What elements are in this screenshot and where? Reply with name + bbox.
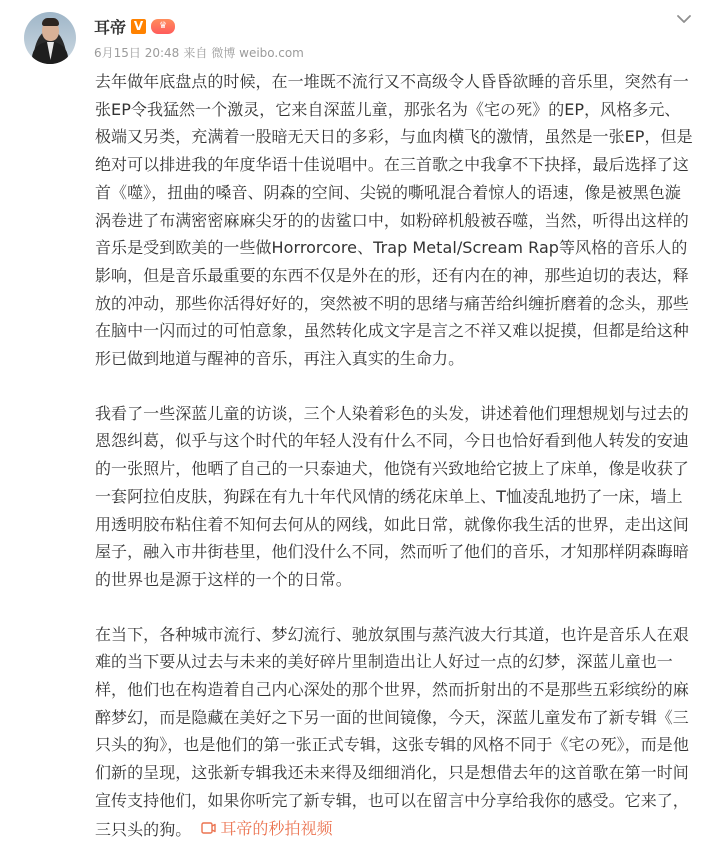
chevron-down-icon[interactable]	[675, 10, 693, 28]
post-paragraph-1: 去年做年底盘点的时候，在一堆既不流行又不高级令人昏昏欲睡的音乐里，突然有一张EP令我猛然一个激灵，它来自深蓝儿童，那张名为《宅の死》的EP，风格多元、极端又另类，充满着一股暗无天日的多彩，与血肉横飞的激情，虽然是一张EP，但是绝对可以排进我的年度华语十佳说唱中。在三首歌之中我拿不下抉择，最后选择了这首《噬》，扭曲的嗓音、阴森的空间、尖锐的嘶吼混合着惊人的语速，像是被黑色漩涡卷进了布满密密麻麻尖牙的的齿鲨口中，如粉碎机般被吞噬，当然，听得出这样的音乐是受到欧美的一些做Horrorcore、Trap Metal/Scream Rap等风格的音乐人的影响，但是音乐最重要的东西不仅是外在的形，还有内在的神，那些迫切的表达，释放的冲动，那些你活得好好的，突然被不明的思绪与痛苦给纠缠折磨着的念头，那些在脑中一闪而过的可怕意象，虽然转化成文字是言之不祥又难以捉摸，但都是给这种形已做到地道与醒神的音乐，再注入真实的生命力。	[95, 72, 693, 369]
video-link-label: 耳帝的秒拍视频	[220, 818, 333, 838]
video-icon	[201, 822, 216, 834]
rank-badge: ♛	[151, 19, 175, 34]
source-link[interactable]: 微博 weibo.com	[211, 46, 304, 60]
avatar-hair	[42, 18, 59, 26]
author-name[interactable]: 耳帝	[94, 18, 127, 37]
avatar[interactable]	[24, 12, 76, 64]
post-paragraph-3	[95, 621, 695, 843]
source-prefix: 来自	[183, 46, 208, 60]
verified-badge: V	[131, 19, 146, 34]
post-paragraph-3-text: 在当下，各种城市流行、梦幻流行、驰放氛围与蒸汽波大行其道，也许是音乐人在艰难的当下要从过去与未来的美好碎片里制造出让人好过一点的幻梦，深蓝儿童也一样，他们也在构造着自己内心深处的那个世界，然而折射出的不是那些五彩缤纷的麻醉梦幻，而是隐藏在美好之下另一面的世间镜像，今天，深蓝儿童发布了新专辑《三只头的狗》，也是他们的第一张正式专辑，这张专辑的风格不同于《宅の死》，而是他们新的呈现，这张新专辑我还未来得及细细消化，只是想借去年的这首歌在第一时间宣传支持他们，如果你听完了新专辑，也可以在留言中分享给我你的感受。它来了，三只头的狗。	[95, 624, 689, 839]
post-meta	[94, 44, 304, 61]
post-header	[94, 15, 175, 38]
post-paragraph-2: 我看了一些深蓝儿童的访谈，三个人染着彩色的头发，讲述着他们理想规划与过去的恩怨纠葛，似乎与这个时代的年轻人没有什么不同，今日也恰好看到他人转发的安迪的一张照片，他晒了自己的一只泰迪犬，他饶有兴致地给它披上了床单，像是收获了一套阿拉伯皮肤，狗踩在有九十年代风情的绣花床单上、T恤凌乱地扔了一床，墙上用透明胶布粘住着不知何去何从的网线，如此日常，就像你我生活的世界，走出这间屋子，融入市井街巷里，他们没什么不同，然而听了他们的音乐，才知那样阴森晦暗的世界也是源于这样的一个的日常。	[95, 403, 689, 589]
post-date[interactable]: 6月15日 20:48	[94, 46, 180, 60]
post-content	[95, 68, 695, 843]
video-link[interactable]	[201, 815, 332, 843]
